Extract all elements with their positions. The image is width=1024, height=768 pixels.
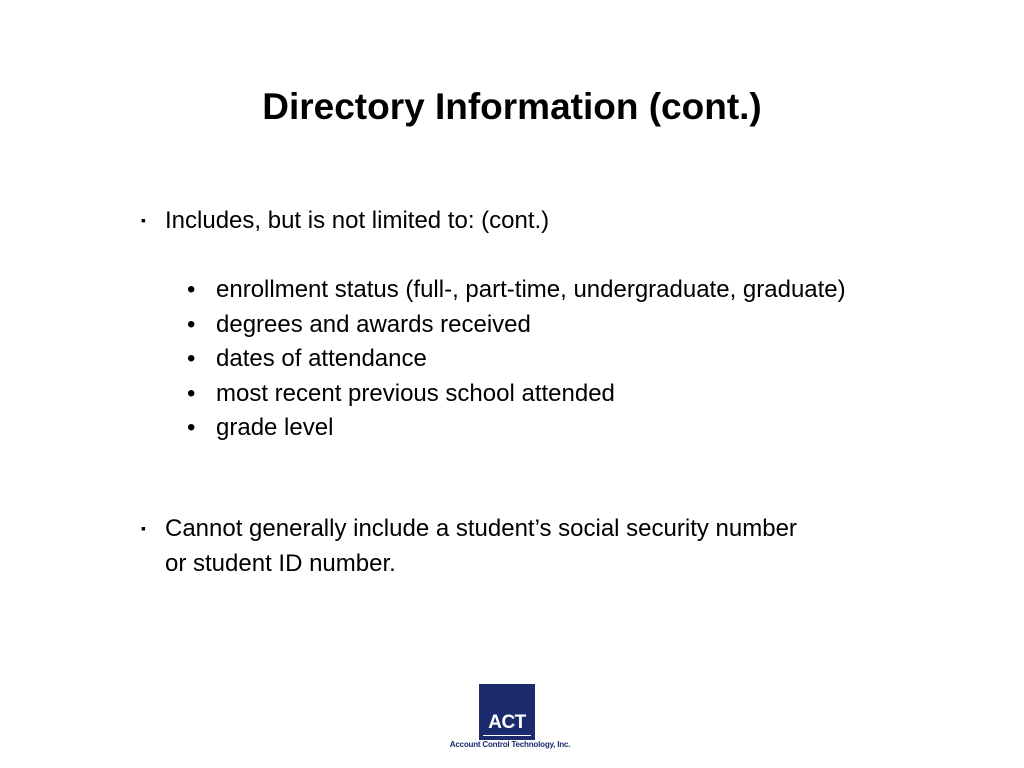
bullet-item-includes: [141, 203, 841, 238]
company-logo: [440, 683, 580, 753]
dot-bullet-icon: •: [187, 345, 196, 372]
sub-bullet-list: [187, 273, 867, 446]
dot-bullet-icon: •: [187, 276, 196, 303]
list-item-text: enrollment status (full-, part-time, undergraduate, graduate): [216, 276, 846, 303]
bullet-text: Includes, but is not limited to: (cont.): [165, 207, 550, 234]
list-item-text: degrees and awards received: [216, 310, 531, 338]
list-item: [187, 273, 867, 308]
list-item: [187, 411, 867, 446]
dot-bullet-icon: •: [187, 310, 196, 338]
list-item-text: dates of attendance: [216, 345, 427, 372]
logo-caption: Account Control Technology, Inc.: [449, 740, 571, 749]
logo-letters: ACT: [488, 712, 526, 733]
list-item-text: most recent previous school attended: [216, 379, 615, 407]
list-item: [187, 342, 867, 377]
slide-title: Directory Information (cont.): [262, 86, 762, 127]
dot-bullet-icon: •: [187, 414, 196, 441]
bullet-text: Cannot generally include a student’s social security number or student ID number.: [165, 515, 797, 577]
list-item: [187, 308, 867, 343]
square-bullet-icon: ▪: [141, 212, 146, 228]
bullet-item-cannot-include: [141, 511, 821, 581]
logo-mark: [479, 684, 535, 740]
list-item: [187, 377, 867, 412]
logo-underline: [483, 735, 531, 736]
list-item-text: grade level: [216, 414, 334, 441]
square-bullet-icon: ▪: [141, 520, 146, 536]
dot-bullet-icon: •: [187, 379, 196, 407]
